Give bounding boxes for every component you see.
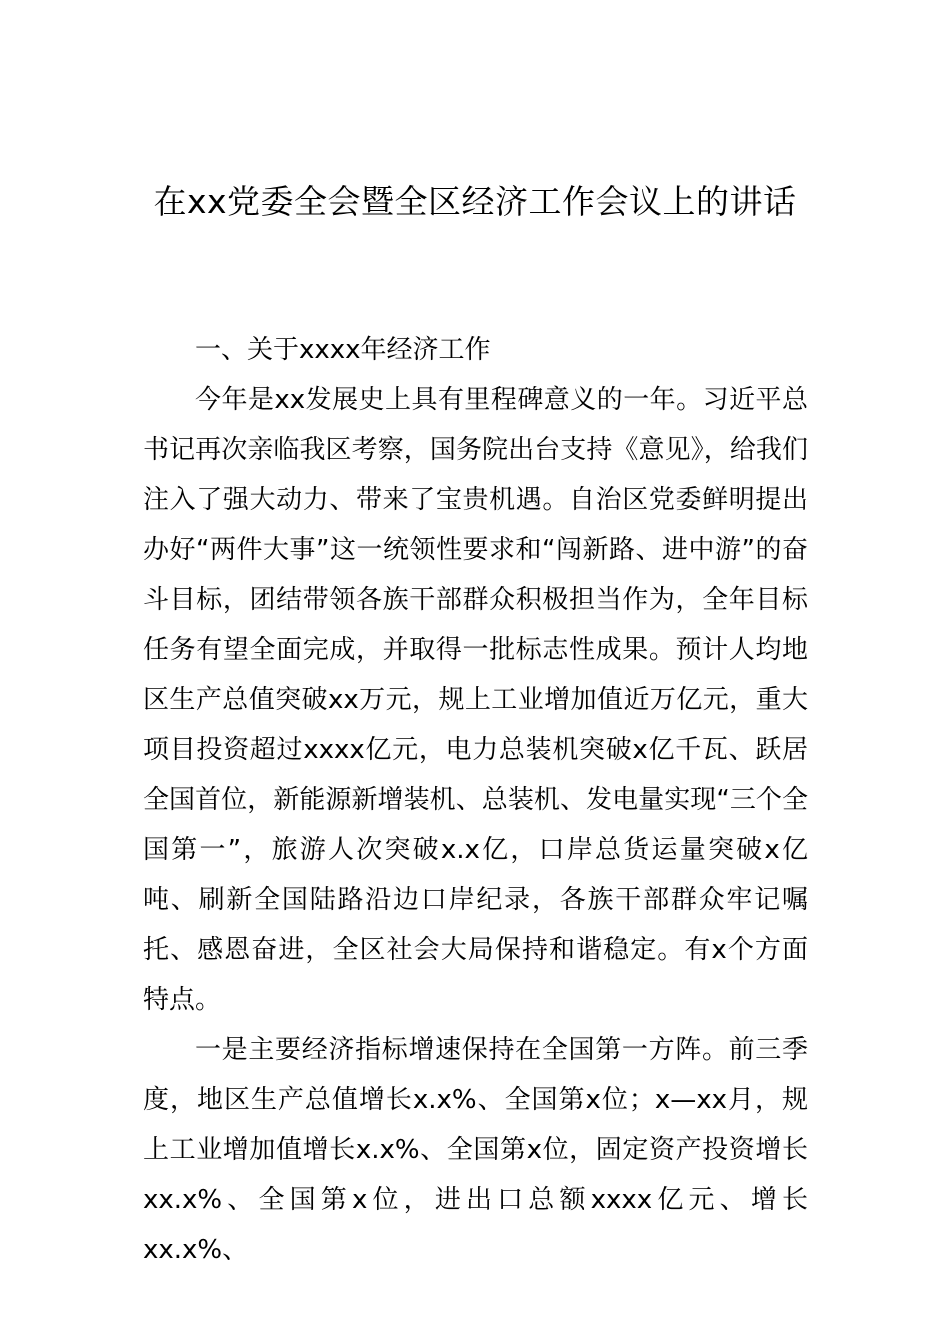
paragraph: 一是主要经济指标增速保持在全国第一方阵。前三季度，地区生产总值增长x.x%、全国第x位；x—xx月，规上工业增加值增长x.x%、全国第x位，固定资产投资增长xx.x%、全国第x位，进出口总额xxxx亿元、增长xx.x%、 xyxy=(143,1035,808,1265)
document-title: 在xx党委全会暨全区经济工作会议上的讲话 xyxy=(153,182,797,221)
section-heading: 一、关于xxxx年经济工作 xyxy=(195,335,491,365)
paragraph: 今年是xx发展史上具有里程碑意义的一年。习近平总书记再次亲临我区考察，国务院出台支持《意见》，给我们注入了强大动力、带来了宝贵机遇。自治区党委鲜明提出办好“两件大事”这一统领性要求和“闯新路、进中游”的奋斗目标，团结带领各族干部群众积极担当作为，全年目标任务有望全面完成，并取得一批标志性成果。预计人均地区生产总值突破xx万元，规上工业增加值近万亿元，重大项目投资超过xxxx亿元，电力总装机突破x亿千瓦、跃居全国首位，新能源新增装机、总装机、发电量实现“三个全国第一”，旅游人次突破x.x亿，口岸总货运量突破x亿吨、刷新全国陆路沿边口岸纪录，各族干部群众牢记嘱托、感恩奋进，全区社会大局保持和谐稳定。有x个方面特点。 xyxy=(143,385,808,1015)
document-body xyxy=(143,325,808,1275)
